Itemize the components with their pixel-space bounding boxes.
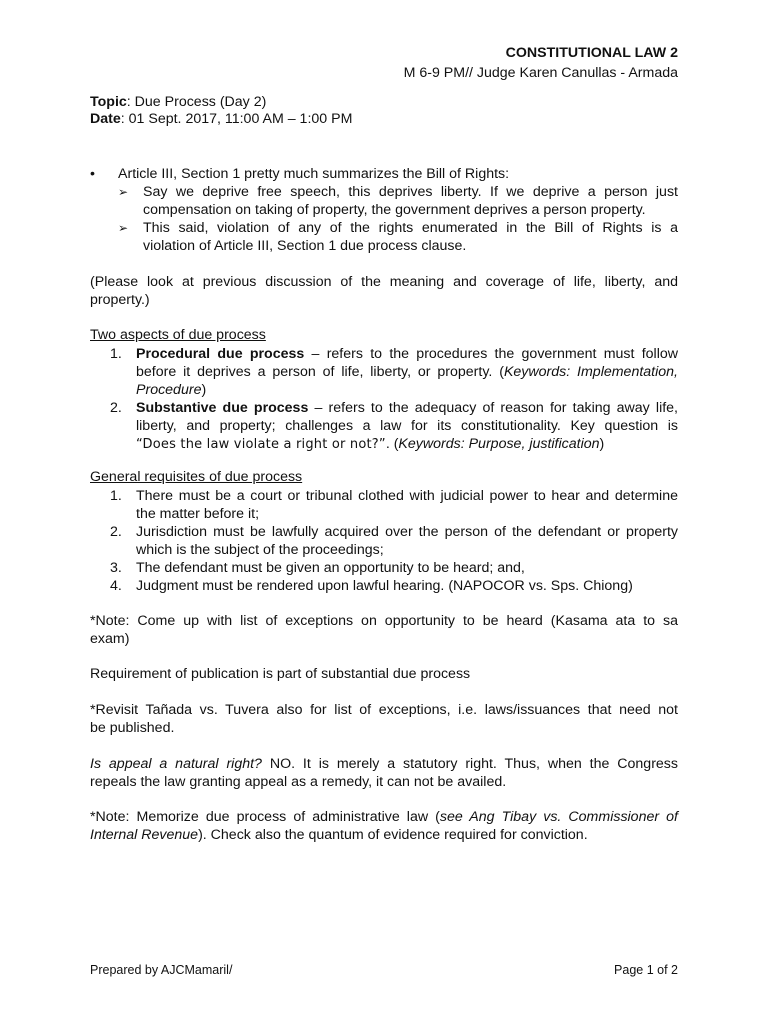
note-1-line1: *Note: Come up with list of exceptions on opportunity to be heard (Kasama ata to sa [90, 613, 678, 629]
date-value: : 01 Sept. 2017, 11:00 AM – 1:00 PM [120, 111, 353, 127]
requisite-1-line1: There must be a court or tribunal clothed with judicial power to hear and determine [136, 488, 678, 504]
appeal-paragraph [90, 755, 678, 791]
bullet-text: Article III, Section 1 pretty much summarizes the Bill of Rights: [118, 166, 510, 182]
sub-bullet-1-line2: compensation on taking of property, the government deprives a person property. [143, 202, 646, 218]
requisite-2-line1: Jurisdiction must be lawfully acquired over the person of the defendant or property [136, 524, 678, 540]
footer-prepared-by: Prepared by AJCMamaril/ [90, 963, 233, 977]
list-number: 2. [110, 524, 122, 540]
list-number: 4. [110, 578, 122, 594]
arrow-bullet-icon: ➢ [118, 221, 129, 235]
aspect-1-line2: before it deprives a person of life, liberty, or property. (Keywords: Implementation, [136, 364, 678, 380]
sub-bullet-1-line1: Say we deprive free speech, this deprives liberty. If we deprive a person just [143, 184, 678, 200]
list-number: 1. [110, 346, 122, 362]
aspects-heading: Two aspects of due process [90, 327, 266, 343]
publication-paragraph: Requirement of publication is part of substantial due process [90, 666, 471, 682]
note-exceptions [90, 612, 678, 648]
note-2-line1: *Note: Memorize due process of administrative law (see Ang Tibay vs. Commissioner of [90, 809, 678, 825]
note-2-line2: Internal Revenue). Check also the quantum of evidence required for conviction. [90, 827, 588, 843]
sub-bullet-2-line2: violation of Article III, Section 1 due process clause. [143, 238, 467, 254]
previous-discussion-paragraph [90, 273, 678, 309]
list-number: 2. [110, 400, 122, 416]
topic-line [90, 94, 266, 110]
sub-bullet-2-line1: This said, violation of any of the rights enumerated in the Bill of Rights is a [143, 220, 678, 236]
arrow-bullet-icon: ➢ [118, 185, 129, 199]
topic-label: Topic [90, 94, 127, 110]
requisites-heading: General requisites of due process [90, 469, 303, 485]
date-label: Date [90, 111, 121, 127]
requisite-1-line2: the matter before it; [136, 506, 260, 522]
aspect-2-line3: “Does the law violate a right or not?”. (Keywords: Purpose, justification) [136, 436, 605, 452]
requisite-4-line1: Judgment must be rendered upon lawful hearing. (NAPOCOR vs. Sps. Chiong) [136, 578, 633, 594]
appeal-line2: repeals the law granting appeal as a remedy, it can not be availed. [90, 774, 507, 790]
revisit-paragraph [90, 701, 678, 737]
topic-value: : Due Process (Day 2) [126, 94, 267, 110]
previous-line1: (Please look at previous discussion of the meaning and coverage of life, liberty, and [90, 274, 678, 290]
course-schedule: M 6-9 PM// Judge Karen Canullas - Armada [403, 65, 678, 81]
list-number: 3. [110, 560, 122, 576]
requisite-3-line1: The defendant must be given an opportunity to be heard; and, [136, 560, 525, 576]
aspect-2-line2: liberty, and property; challenges a law for its constitutionality. Key question is [136, 418, 678, 434]
note-administrative [90, 808, 678, 844]
requisite-2-line2: which is the subject of the proceedings; [136, 542, 384, 558]
list-number: 1. [110, 488, 122, 504]
bullet-item [0, 165, 768, 183]
aspect-1-line1: Procedural due process – refers to the procedures the government must follow [136, 346, 678, 362]
aspect-2-line1: Substantive due process – refers to the adequacy of reason for taking away life, [136, 400, 678, 416]
bullet-dot-icon: • [90, 166, 95, 182]
aspect-1-line3: Procedure) [136, 382, 207, 398]
date-line [90, 111, 352, 127]
appeal-line1: Is appeal a natural right? NO. It is merely a statutory right. Thus, when the Congress [90, 756, 678, 772]
course-title: CONSTITUTIONAL LAW 2 [505, 45, 678, 61]
revisit-line1: *Revisit Tañada vs. Tuvera also for list of exceptions, i.e. laws/issuances that need not [90, 702, 678, 718]
previous-line2: property.) [90, 292, 150, 308]
note-1-line2: exam) [90, 631, 130, 647]
footer-page-number: Page 1 of 2 [614, 963, 678, 977]
revisit-line2: be published. [90, 720, 175, 736]
